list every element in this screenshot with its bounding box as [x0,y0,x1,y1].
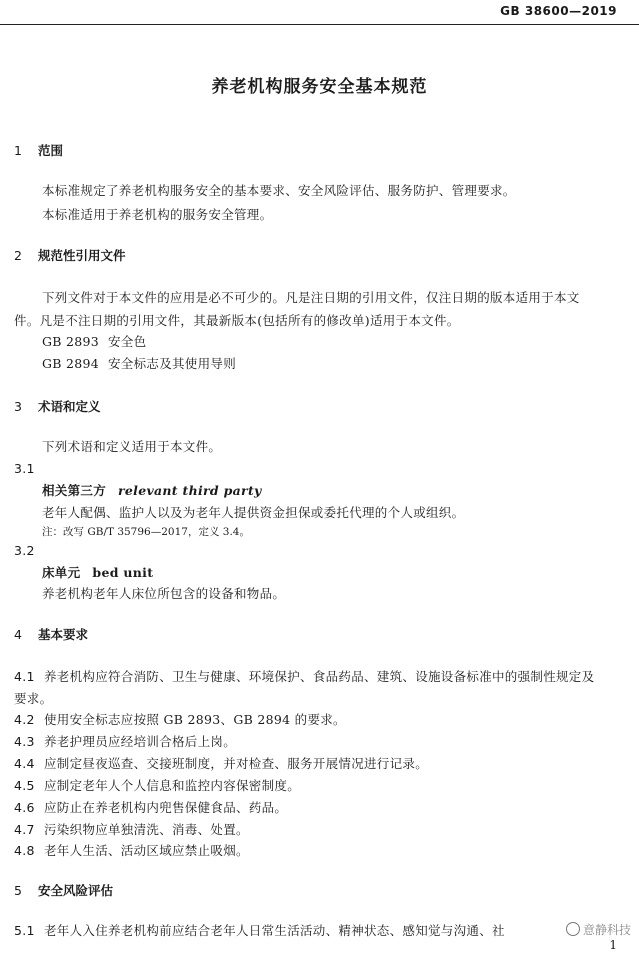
section-number: 3 [14,399,22,414]
clause-number: 4.2 [14,712,35,727]
clause-number: 5.1 [14,923,35,938]
term-number: 3.2 [14,543,35,558]
section-title: 规范性引用文件 [38,248,126,263]
clause-text: 污染织物应单独清洗、消毒、处置。 [44,822,249,837]
reference-code: GB 2894 [42,356,100,371]
standard-code: GB 38600—2019 [500,4,617,18]
clause-text: 老年人生活、活动区域应禁止吸烟。 [44,843,249,858]
section-5-heading [14,881,113,899]
header-rule [0,24,639,25]
section-number: 5 [14,883,22,898]
term-heading [42,481,262,499]
term-english: relevant third party [118,483,262,498]
watermark [566,921,631,938]
reference-title: 安全色 [108,334,147,349]
section-title: 安全风险评估 [38,883,114,898]
section-number: 4 [14,627,22,642]
section-1-heading [14,141,63,159]
term-chinese: 床单元 [42,565,81,580]
paragraph: 本标准规定了养老机构服务安全的基本要求、安全风险评估、服务防护、管理要求。 [42,183,516,198]
document-title: 养老机构服务安全基本规范 [211,77,428,97]
term-number: 3.1 [14,461,35,476]
term-chinese: 相关第三方 [42,483,107,498]
section-title: 范围 [38,143,64,158]
clause-number: 4.3 [14,734,35,749]
clause [14,841,249,859]
reference-item [42,332,146,350]
reference-item [42,354,236,372]
clause-continuation: 要求。 [14,691,53,706]
clause [14,667,594,685]
clause-number: 4.5 [14,778,35,793]
wechat-icon [566,922,580,936]
reference-title: 安全标志及其使用导则 [108,356,237,371]
clause [14,754,428,772]
clause-number: 4.4 [14,756,35,771]
clause-text: 养老机构应符合消防、卫生与健康、环境保护、食品药品、建筑、设施设备标准中的强制性规定及 [44,669,595,684]
clause-text: 使用安全标志应按照 GB 2893、GB 2894 的要求。 [44,712,346,727]
section-number: 2 [14,248,22,263]
term-heading [42,563,153,581]
term-definition: 养老机构老年人床位所包含的设备和物品。 [42,586,286,601]
clause-text: 应防止在养老机构内兜售保健食品、药品。 [44,800,288,815]
clause-number: 4.1 [14,669,35,684]
clause [14,820,249,838]
paragraph-line: 下列文件对于本文件的应用是必不可少的。凡是注日期的引用文件，仅注日期的版本适用于本文 [42,290,580,305]
term-definition: 老年人配偶、监护人以及为老年人提供资金担保或委托代理的个人或组织。 [42,505,465,520]
paragraph: 本标准适用于养老机构的服务安全管理。 [42,207,273,222]
clause-number: 4.6 [14,800,35,815]
section-title: 基本要求 [38,627,89,642]
clause [14,710,346,728]
clause-number: 4.7 [14,822,35,837]
section-4-heading [14,625,88,643]
watermark-text: 意静科技 [582,923,631,937]
clause-text: 养老护理员应经培训合格后上岗。 [44,734,237,749]
clause [14,921,505,939]
clause [14,798,287,816]
clause [14,776,300,794]
clause-text: 应制定老年人个人信息和监控内容保密制度。 [44,778,301,793]
clause-text: 应制定昼夜巡查、交接班制度，并对检查、服务开展情况进行记录。 [44,756,429,771]
clause-text: 老年人入住养老机构前应结合老年人日常生活活动、精神状态、感知觉与沟通、社 [44,923,505,938]
paragraph-line: 件。凡是不注日期的引用文件，其最新版本(包括所有的修改单)适用于本文件。 [14,313,460,328]
page-number: 1 [609,938,617,952]
section-title: 术语和定义 [38,399,101,414]
section-2-heading [14,246,126,264]
section-3-heading [14,397,101,415]
reference-code: GB 2893 [42,334,100,349]
clause [14,732,236,750]
paragraph: 下列术语和定义适用于本文件。 [42,439,222,454]
term-english: bed unit [92,565,154,580]
term-note: 注：改写 GB/T 35796—2017，定义 3.4。 [42,526,250,538]
section-number: 1 [14,143,22,158]
clause-number: 4.8 [14,843,35,858]
